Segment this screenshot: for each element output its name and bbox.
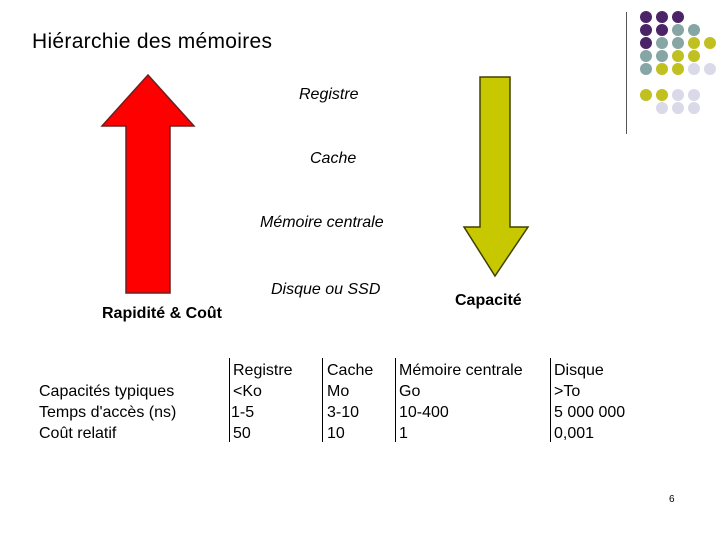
row-label-capacity: Capacités typiques [39,383,175,400]
slide-title: Hiérarchie des mémoires [32,30,273,53]
decor-dot [656,37,668,49]
col-header-disque: Disque [554,362,604,379]
decor-dot [656,11,668,23]
table-column-divider [395,358,396,442]
decor-dot [656,89,668,101]
table-cell: Mo [327,383,350,400]
decor-dot [688,50,700,62]
decor-dot [672,24,684,36]
level-memoire-centrale: Mémoire centrale [260,214,384,231]
table-cell: 3-10 [327,404,360,421]
decor-dot [672,11,684,23]
decor-dot [656,24,668,36]
decor-dot [688,24,700,36]
speed-cost-label: Rapidité & Coût [102,305,222,322]
level-disque-ssd: Disque ou SSD [271,281,381,298]
table-cell: 10-400 [399,404,449,421]
decor-dot [704,37,716,49]
capacity-arrow-down [462,76,530,278]
row-label-access-time: Temps d'accès (ns) [39,404,177,421]
table-cell: Go [399,383,421,400]
decor-dot [656,50,668,62]
decorative-vertical-line [626,12,627,134]
table-cell: 1 [399,425,408,442]
level-registre: Registre [299,86,359,103]
capacity-label: Capacité [455,292,522,309]
decor-dot [640,89,652,101]
decor-dot [672,63,684,75]
page-number: 6 [669,494,675,505]
decor-dot [672,50,684,62]
decor-dot [672,102,684,114]
table-column-divider [322,358,323,442]
col-header-registre: Registre [233,362,293,379]
decor-dot [640,37,652,49]
table-cell: <Ko [233,383,262,400]
decor-dot [640,50,652,62]
decor-dot [688,102,700,114]
decor-dot [656,63,668,75]
table-cell: 1-5 [231,404,255,421]
decor-dot [640,24,652,36]
table-cell: 0,001 [554,425,595,442]
table-cell: 10 [327,425,345,442]
decor-dot [640,11,652,23]
speed-arrow-up [100,74,196,296]
decor-dot [688,63,700,75]
decor-dot [688,89,700,101]
level-cache: Cache [310,150,357,167]
table-cell: 5 000 000 [554,404,626,421]
table-column-divider [229,358,230,442]
decor-dot [672,37,684,49]
decor-dot [704,63,716,75]
table-cell: >To [554,383,581,400]
row-label-relative-cost: Coût relatif [39,425,117,442]
decor-dot [640,63,652,75]
col-header-cache: Cache [327,362,374,379]
table-cell: 50 [233,425,251,442]
decor-dot [656,102,668,114]
table-column-divider [550,358,551,442]
decor-dot [672,89,684,101]
col-header-memoire-centrale: Mémoire centrale [399,362,523,379]
decor-dot [688,37,700,49]
